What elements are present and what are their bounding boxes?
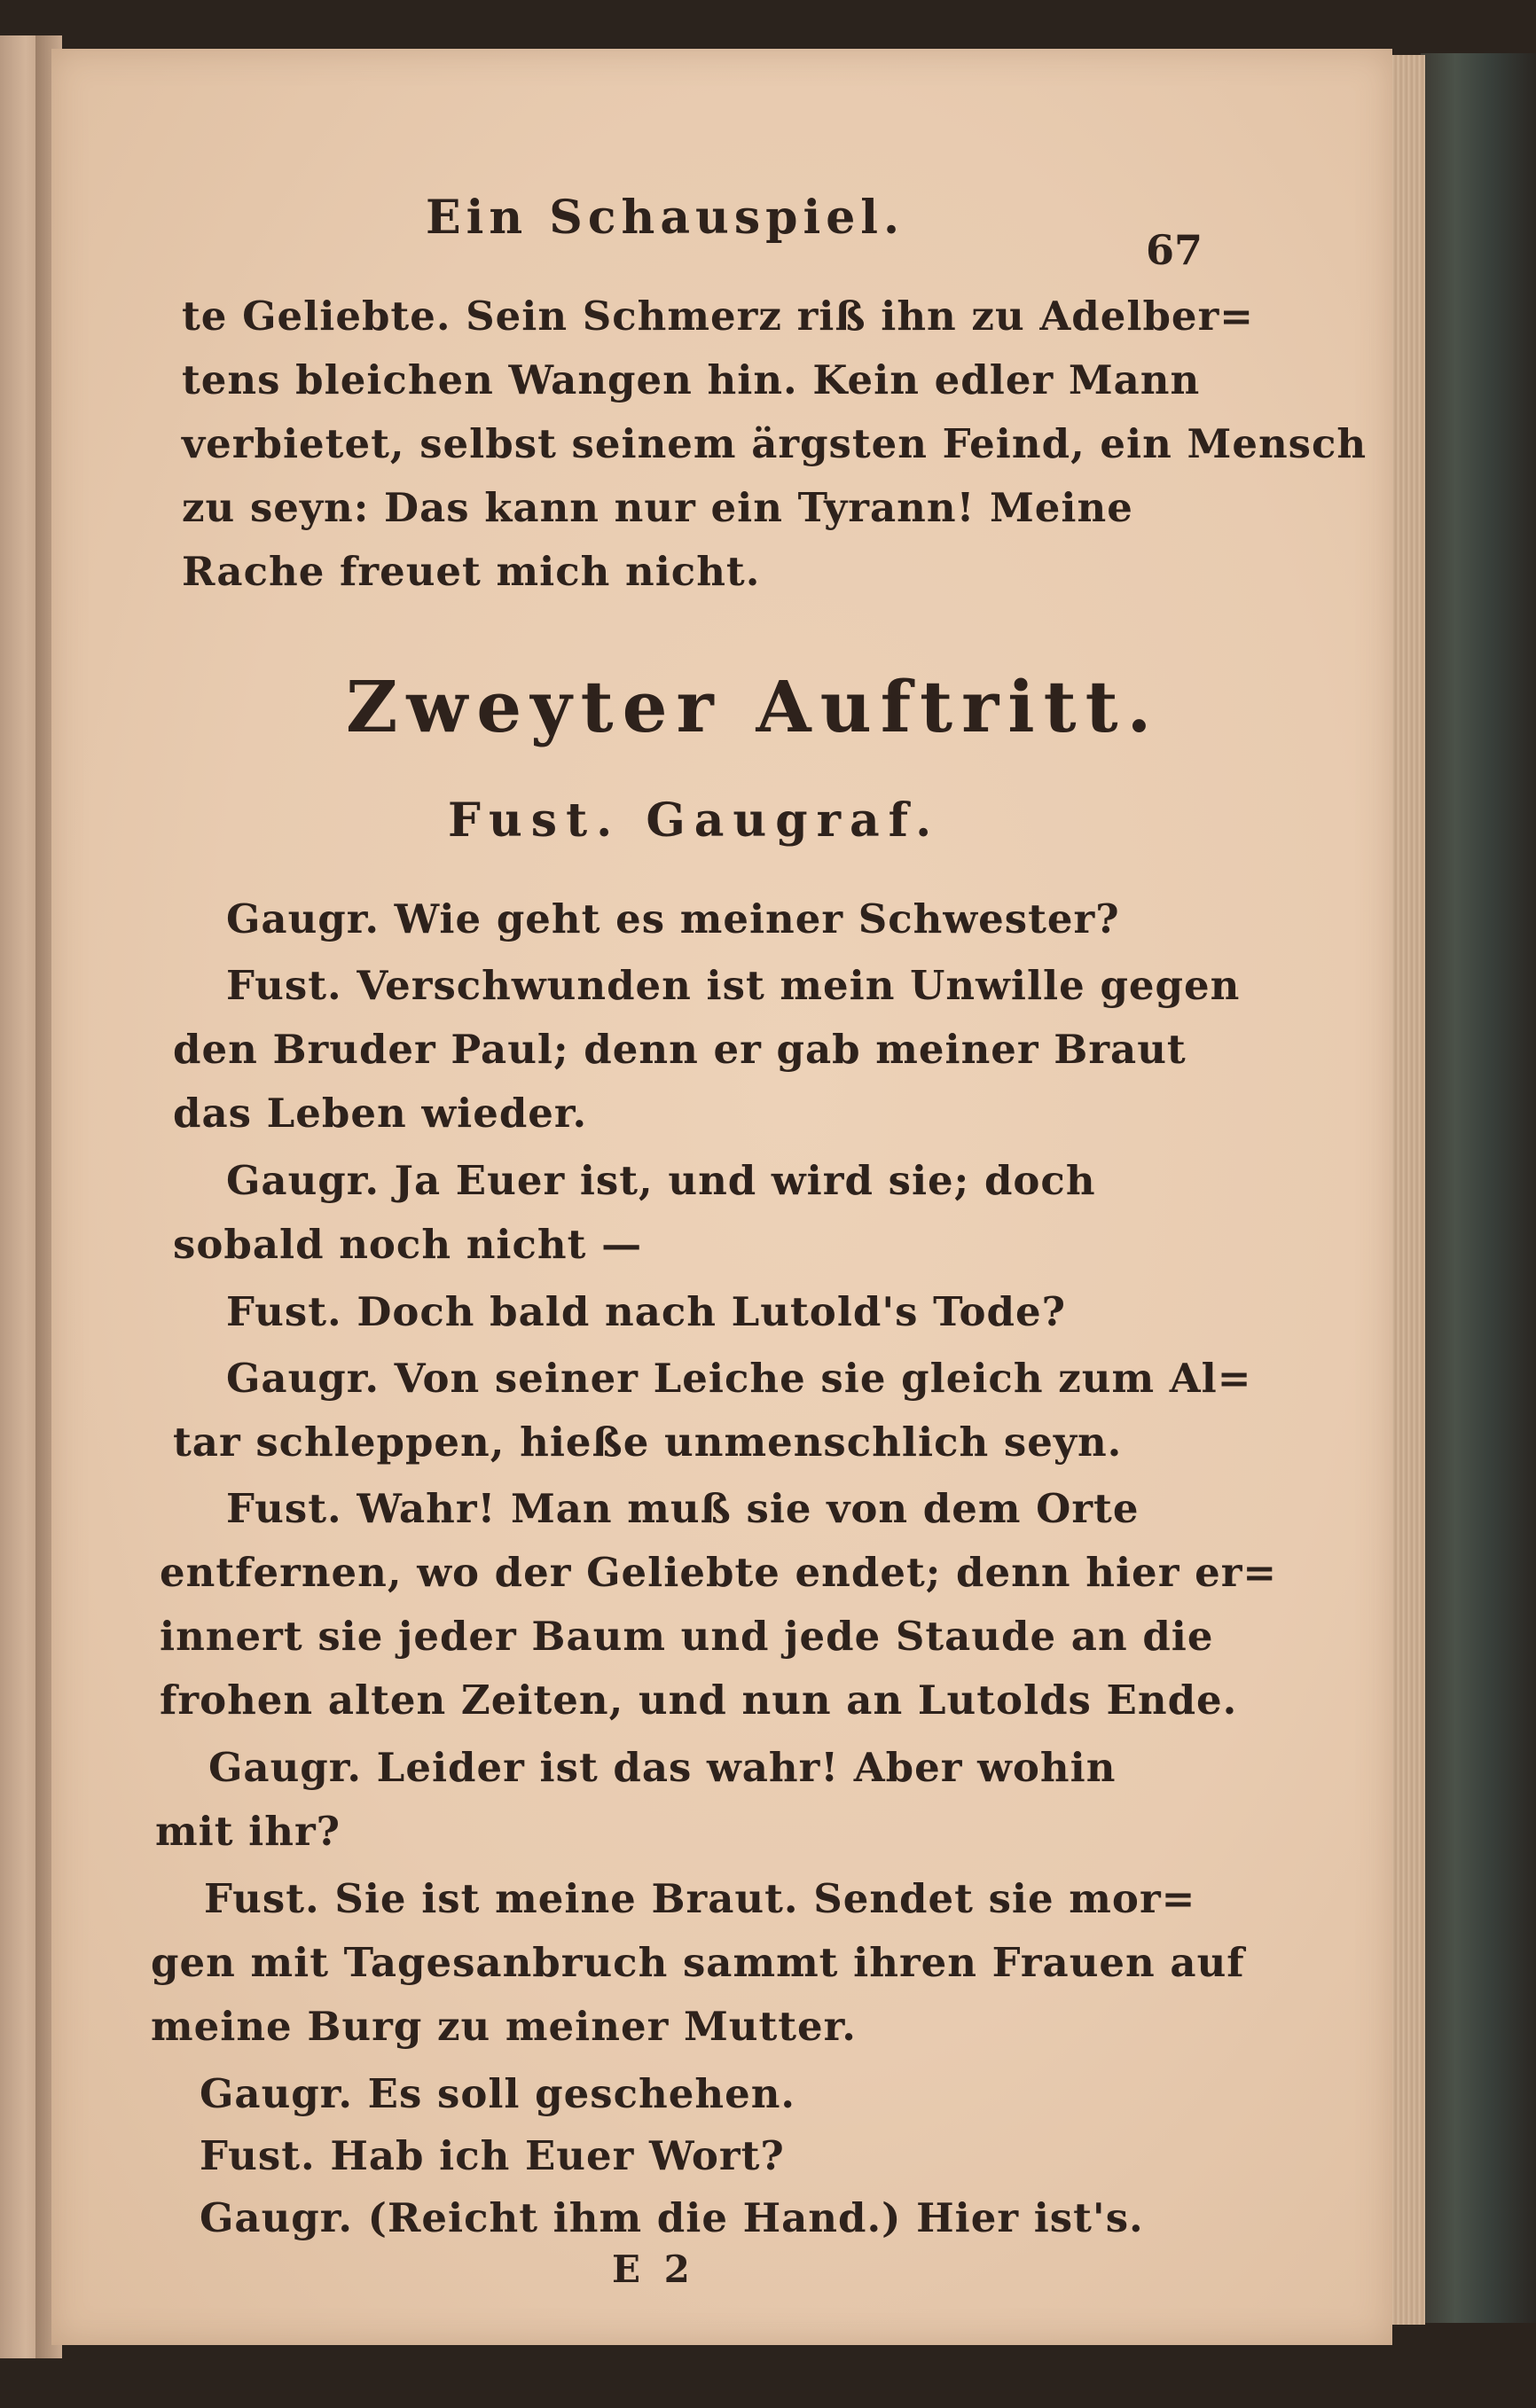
signature-mark: E 2 bbox=[612, 2248, 695, 2291]
text-line: verbietet, selbst seinem ärgsten Feind, ein Mensch bbox=[182, 420, 1368, 467]
dialogue-line: innert sie jeder Baum und jede Staude an die bbox=[160, 1613, 1214, 1660]
page-edges bbox=[1388, 55, 1425, 2325]
dialogue-line: sobald noch nicht — bbox=[173, 1221, 643, 1268]
dialogue-line: tar schleppen, hieße unmenschlich seyn. bbox=[173, 1419, 1123, 1466]
book-cover bbox=[1421, 53, 1536, 2323]
running-head: Ein Schauspiel. bbox=[426, 191, 905, 245]
dialogue-line: Fust. Wahr! Man muß sie von dem Orte bbox=[226, 1485, 1140, 1532]
dialogue-line: Gaugr. Leider ist das wahr! Aber wohin bbox=[208, 1744, 1117, 1791]
page-number: 67 bbox=[1146, 226, 1203, 274]
dialogue-line: Fust. Hab ich Euer Wort? bbox=[200, 2132, 785, 2179]
dialogue-line: meine Burg zu meiner Mutter. bbox=[151, 2003, 857, 2050]
dialogue-line: Fust. Doch bald nach Lutold's Tode? bbox=[226, 1288, 1066, 1335]
scene-heading: Zweyter Auftritt. bbox=[346, 665, 1161, 748]
text-line: tens bleichen Wangen hin. Kein edler Mann bbox=[182, 356, 1201, 403]
dialogue-line: Gaugr. Ja Euer ist, und wird sie; doch bbox=[226, 1157, 1096, 1204]
dialogue-line: Gaugr. Es soll geschehen. bbox=[200, 2070, 796, 2117]
text-line: zu seyn: Das kann nur ein Tyrann! Meine bbox=[182, 484, 1133, 531]
text-line: Rache freuet mich nicht. bbox=[182, 548, 761, 595]
dialogue-line: Gaugr. Wie geht es meiner Schwester? bbox=[226, 895, 1120, 942]
dialogue-line: das Leben wieder. bbox=[173, 1090, 588, 1137]
scene-cast: Fust. Gaugraf. bbox=[448, 794, 941, 848]
dialogue-line: frohen alten Zeiten, und nun an Lutolds Ende. bbox=[160, 1677, 1238, 1724]
dialogue-line: Gaugr. Von seiner Leiche sie gleich zum Al= bbox=[226, 1355, 1252, 1402]
dialogue-line: Fust. Verschwunden ist mein Unwille gegen bbox=[226, 962, 1241, 1009]
dialogue-line: Gaugr. (Reicht ihm die Hand.) Hier ist's. bbox=[200, 2194, 1144, 2241]
dialogue-line: entfernen, wo der Geliebte endet; denn hier er= bbox=[160, 1549, 1278, 1596]
dialogue-line: den Bruder Paul; denn er gab meiner Braut bbox=[173, 1026, 1187, 1073]
dialogue-line: gen mit Tagesanbruch sammt ihren Frauen auf bbox=[151, 1939, 1245, 1986]
dialogue-line: Fust. Sie ist meine Braut. Sendet sie mor= bbox=[204, 1875, 1196, 1922]
dialogue-line: mit ihr? bbox=[155, 1808, 341, 1855]
text-line: te Geliebte. Sein Schmerz riß ihn zu Adelber= bbox=[182, 293, 1254, 340]
